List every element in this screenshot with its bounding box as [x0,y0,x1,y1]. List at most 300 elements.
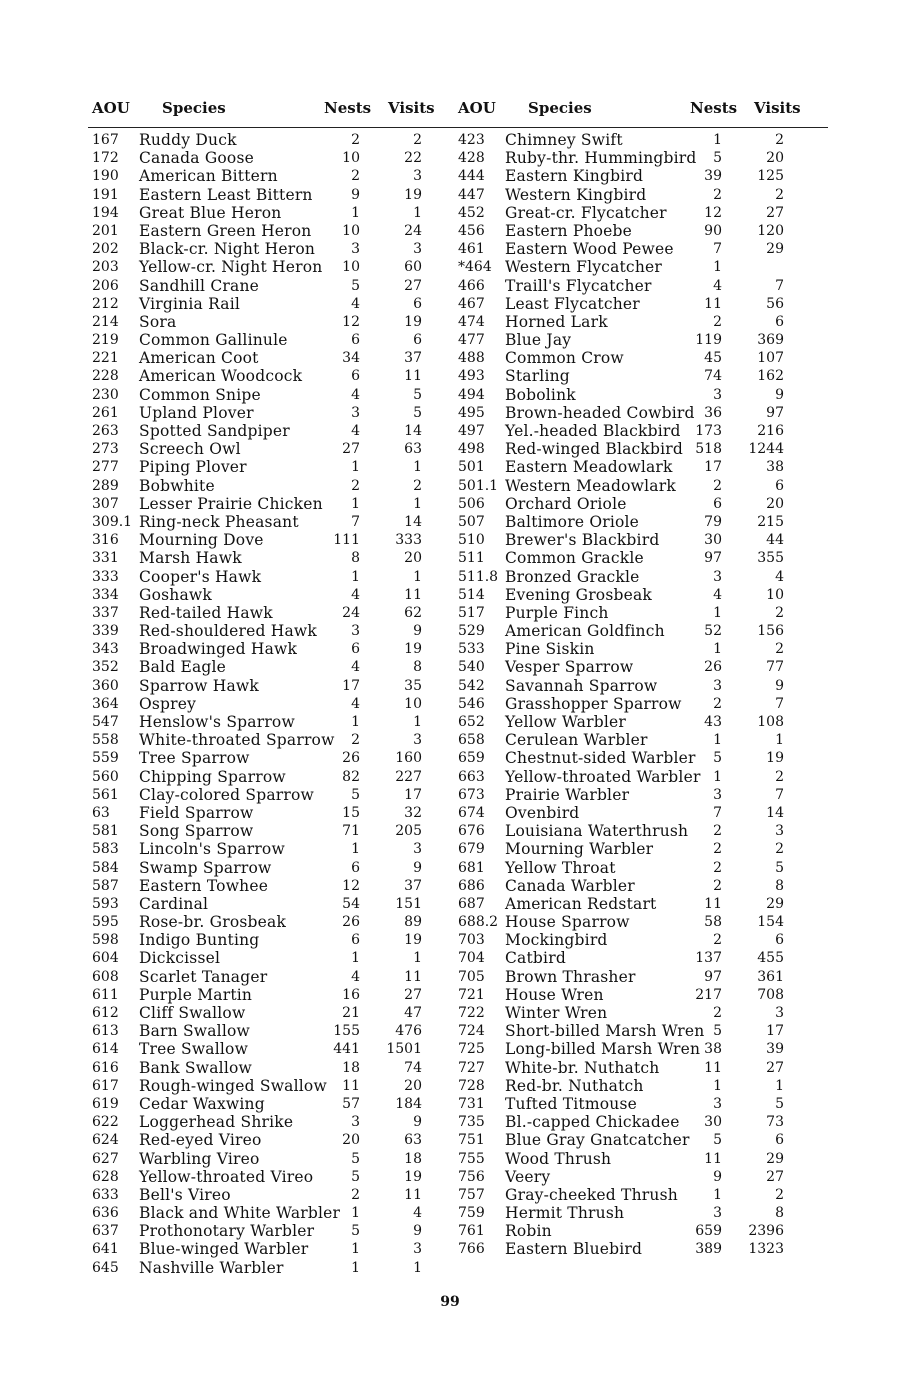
cell-aou: 704 [458,950,485,967]
table-row [458,713,798,731]
cell-aou: 584 [92,859,119,876]
cell-species: Swamp Sparrow [139,858,272,877]
cell-species: Eastern Kingbird [505,167,644,186]
cell-species: Dickcissel [139,949,221,968]
cell-visits: 108 [757,714,784,730]
cell-species: Ruddy Duck [139,131,237,149]
table-row [458,913,798,931]
table-row [92,713,432,731]
cell-visits: 27 [404,277,422,294]
cell-visits: 9 [413,623,422,640]
table-row [458,477,798,495]
cell-aou: 202 [92,241,119,258]
cell-nests: 15 [342,804,360,821]
cell-aou: 757 [458,1186,485,1203]
cell-species: Mourning Dove [139,531,264,550]
cell-nests: 3 [713,1205,722,1222]
cell-species: Cliff Swallow [139,1004,246,1022]
cell-aou: 641 [92,1241,119,1258]
cell-visits: 14 [404,423,422,439]
table-row [458,586,798,604]
cell-nests: 1 [351,459,360,476]
cell-aou: 676 [458,823,485,840]
cell-nests: 9 [351,186,360,203]
cell-aou: 172 [92,150,119,167]
table-row [458,313,798,331]
table-row [458,404,798,422]
cell-species: Brown-headed Cowbird [505,403,695,422]
cell-species: American Redstart [505,894,657,913]
table-row [458,1150,798,1168]
cell-nests: 71 [342,823,360,840]
cell-species: Screech Owl [139,440,241,459]
cell-nests: 2 [351,132,360,148]
table-row [92,1186,432,1204]
table-row [92,931,432,949]
cell-visits: 9 [775,677,784,694]
cell-aou: 721 [458,986,485,1003]
cell-aou: 510 [458,532,485,549]
table-row [92,658,432,676]
cell-species: House Wren [505,985,604,1004]
cell-species: Eastern Least Bittern [139,185,313,204]
cell-species: Yel.-headed Blackbird [505,422,681,440]
table-row [458,1186,798,1204]
table-row [92,458,432,476]
cell-nests: 2 [713,695,722,712]
cell-nests: 1 [351,1259,360,1276]
cell-species: Cerulean Warbler [505,731,648,750]
cell-nests: 39 [704,168,722,185]
table-row [458,1059,798,1077]
cell-visits: 39 [766,1041,784,1058]
cell-aou: 230 [92,386,119,403]
table-row [458,258,798,276]
cell-species: Robin [505,1222,552,1241]
cell-nests: 5 [713,750,722,767]
cell-nests: 2 [351,477,360,494]
cell-species: Great Blue Heron [139,203,282,222]
cell-nests: 12 [704,204,722,221]
table-row [92,1077,432,1095]
cell-visits: 3 [413,241,422,258]
cell-nests: 2 [713,841,722,858]
cell-aou: 529 [458,623,485,640]
cell-visits: 5 [413,404,422,421]
cell-aou: 587 [92,877,119,894]
cell-species: Ring-neck Pheasant [139,512,299,531]
cell-nests: 21 [342,1005,360,1021]
cell-nests: 30 [704,1114,722,1131]
cell-nests: 173 [695,423,722,439]
cell-species: Chestnut-sided Warbler [505,749,696,768]
cell-nests: 6 [351,368,360,385]
cell-nests: 1 [351,495,360,512]
table-row [458,422,798,440]
cell-visits: 151 [395,895,422,912]
cell-aou: 659 [458,750,485,767]
cell-species: Tree Swallow [139,1040,249,1059]
page-number: 99 [440,1294,460,1310]
cell-aou: 63 [92,804,110,821]
cell-nests: 4 [351,386,360,403]
cell-visits: 29 [766,241,784,258]
table-row [458,1077,798,1095]
cell-nests: 7 [713,804,722,821]
cell-visits: 19 [404,1168,422,1185]
cell-nests: 2 [713,823,722,840]
cell-species: Clay-colored Sparrow [139,785,314,804]
cell-nests: 52 [704,623,722,640]
cell-visits: 184 [395,1095,422,1112]
cell-aou: 461 [458,241,485,258]
table-row [458,386,798,404]
cell-aou: 506 [458,495,485,512]
cell-nests: 4 [351,695,360,712]
table-row [92,768,432,786]
cell-nests: 3 [713,1095,722,1112]
cell-species: Loggerhead Shrike [139,1113,294,1132]
cell-species: Black and White Warbler [139,1204,341,1223]
cell-nests: 1 [351,1241,360,1258]
table-row [458,731,798,749]
cell-aou: 474 [458,313,485,330]
table-row [92,1204,432,1222]
cell-species: American Goldfinch [505,622,665,641]
cell-visits: 20 [766,150,784,167]
table-row [458,677,798,695]
cell-aou: 517 [458,604,485,621]
table-row [458,1040,798,1058]
cell-nests: 3 [713,568,722,585]
cell-nests: 11 [704,1059,722,1076]
cell-aou: 444 [458,168,485,185]
cell-nests: 79 [704,513,722,530]
cell-aou: 613 [92,1023,119,1040]
table-row [458,768,798,786]
cell-nests: 43 [704,714,722,730]
cell-aou: 722 [458,1005,485,1021]
cell-species: Eastern Green Heron [139,221,312,240]
cell-species: Tufted Titmouse [505,1094,637,1113]
cell-visits: 35 [404,677,422,694]
table-row [458,859,798,877]
cell-aou: 636 [92,1205,119,1222]
cell-species: Eastern Bluebird [505,1240,643,1259]
cell-species: Eastern Phoebe [505,221,633,240]
cell-species: Great-cr. Flycatcher [505,203,667,222]
cell-visits: 14 [404,513,422,530]
cell-species: Bobwhite [139,476,215,495]
header-visits: Visits [388,99,435,117]
cell-species: Winter Wren [505,1004,608,1022]
cell-species: Red-winged Blackbird [505,440,684,459]
table-row [458,1168,798,1186]
cell-nests: 1 [713,768,722,785]
cell-nests: 30 [704,532,722,549]
table-row [458,513,798,531]
table-row [92,749,432,767]
cell-aou: 542 [458,677,485,694]
cell-aou: 452 [458,204,485,221]
cell-aou: 583 [92,841,119,858]
cell-aou: 352 [92,659,119,676]
cell-species: Henslow's Sparrow [139,713,295,731]
table-row [458,1222,798,1240]
cell-species: Spotted Sandpiper [139,422,290,440]
cell-species: Traill's Flycatcher [505,276,652,295]
cell-aou: 511.8 [458,568,499,585]
table-row [92,131,432,149]
cell-visits: 708 [757,986,784,1003]
cell-nests: 5 [351,1150,360,1167]
cell-nests: 1 [351,204,360,221]
cell-species: Ruby-thr. Hummingbird [505,149,697,168]
cell-aou: 190 [92,168,119,185]
cell-aou: 167 [92,132,119,148]
cell-species: Lesser Prairie Chicken [139,494,323,513]
cell-nests: 8 [351,550,360,567]
cell-aou: 673 [458,786,485,803]
cell-nests: 3 [713,677,722,694]
cell-visits: 22 [404,150,422,167]
cell-nests: 2 [713,1005,722,1021]
cell-aou: 703 [458,932,485,949]
cell-visits: 5 [775,859,784,876]
table-row [92,786,432,804]
table-row [458,786,798,804]
cell-nests: 3 [351,241,360,258]
header-species: Species [162,99,226,117]
table-row [458,295,798,313]
cell-nests: 10 [342,222,360,239]
cell-aou: 652 [458,714,485,730]
table-row [92,1113,432,1131]
cell-nests: 137 [695,950,722,967]
cell-aou: 624 [92,1132,119,1149]
cell-visits: 1323 [748,1241,784,1258]
cell-visits: 2 [775,641,784,658]
cell-visits: 205 [395,823,422,840]
cell-species: Wood Thrush [505,1149,612,1168]
table-row [92,568,432,586]
table-row [92,531,432,549]
table-row [458,931,798,949]
header-nests: Nests [324,99,372,117]
cell-visits: 107 [757,350,784,367]
table-row [458,895,798,913]
cell-species: Catbird [505,949,566,968]
cell-species: Scarlet Tanager [139,967,268,986]
cell-visits: 1 [413,1259,422,1276]
table-row [92,204,432,222]
cell-visits: 3 [775,1005,784,1021]
cell-aou: 273 [92,441,119,458]
table-row [458,604,798,622]
cell-aou: 214 [92,313,119,330]
cell-visits: 2396 [748,1223,784,1240]
table-row [92,1259,432,1277]
cell-species: Short-billed Marsh Wren [505,1022,705,1041]
cell-species: Least Flycatcher [505,294,640,313]
cell-aou: 428 [458,150,485,167]
cell-visits: 216 [757,423,784,439]
cell-nests: 45 [704,350,722,367]
cell-aou: *464 [458,259,492,276]
cell-species: Savannah Sparrow [505,676,658,695]
cell-aou: 614 [92,1041,119,1058]
cell-visits: 2 [413,477,422,494]
table-row [92,913,432,931]
cell-nests: 1 [351,841,360,858]
cell-visits: 44 [766,532,784,549]
table-row [458,986,798,1004]
cell-species: Common Snipe [139,385,261,404]
header-aou: AOU [458,99,496,117]
cell-visits: 1 [413,495,422,512]
cell-species: Warbling Vireo [139,1149,260,1168]
cell-aou: 334 [92,586,119,603]
cell-aou: 316 [92,532,119,549]
cell-species: Purple Martin [139,985,253,1004]
cell-aou: 467 [458,295,485,312]
cell-visits: 17 [404,786,422,803]
cell-species: Osprey [139,694,197,713]
cell-aou: 688.2 [458,914,499,931]
cell-visits: 1 [775,732,784,749]
cell-visits: 227 [395,768,422,785]
cell-nests: 10 [342,150,360,167]
cell-nests: 26 [704,659,722,676]
cell-aou: 558 [92,732,119,749]
cell-aou: 725 [458,1041,485,1058]
table-row [458,568,798,586]
cell-species: Indigo Bunting [139,931,260,950]
cell-aou: 337 [92,604,119,621]
table-row [458,331,798,349]
cell-visits: 3 [413,168,422,185]
cell-aou: 705 [458,968,485,985]
cell-species: Horned Lark [505,312,608,331]
cell-aou: 203 [92,259,119,276]
cell-species: Marsh Hawk [139,549,242,568]
cell-nests: 441 [333,1041,360,1058]
cell-nests: 1 [351,1205,360,1222]
cell-species: Chimney Swift [505,131,623,149]
table-row [92,822,432,840]
cell-nests: 20 [342,1132,360,1149]
cell-visits: 1 [413,950,422,967]
cell-visits: 7 [775,695,784,712]
cell-aou: 608 [92,968,119,985]
cell-aou: 477 [458,332,485,349]
table-row [458,440,798,458]
cell-aou: 228 [92,368,119,385]
cell-visits: 6 [775,932,784,949]
cell-aou: 507 [458,513,485,530]
cell-aou: 514 [458,586,485,603]
cell-visits: 2 [775,768,784,785]
cell-species: Mourning Warbler [505,840,654,859]
cell-aou: 194 [92,204,119,221]
cell-aou: 447 [458,186,485,203]
cell-visits: 27 [404,986,422,1003]
header-visits: Visits [754,99,801,117]
cell-visits: 455 [757,950,784,967]
cell-visits: 20 [404,550,422,567]
cell-aou: 289 [92,477,119,494]
cell-visits: 476 [395,1023,422,1040]
cell-visits: 5 [775,1095,784,1112]
cell-nests: 4 [351,423,360,439]
cell-nests: 74 [704,368,722,385]
cell-nests: 34 [342,350,360,367]
cell-aou: 766 [458,1241,485,1258]
cell-nests: 12 [342,313,360,330]
cell-species: Red-eyed Vireo [139,1131,262,1150]
table-row [92,968,432,986]
table-row [92,622,432,640]
header-aou: AOU [92,99,130,117]
cell-visits: 6 [775,313,784,330]
cell-visits: 3 [413,841,422,858]
table-row [92,277,432,295]
table-row [92,1022,432,1040]
cell-visits: 19 [766,750,784,767]
cell-visits: 9 [413,859,422,876]
cell-visits: 2 [775,841,784,858]
cell-visits: 1 [413,714,422,730]
cell-species: White-throated Sparrow [139,731,335,750]
cell-aou: 735 [458,1114,485,1131]
cell-species: Black-cr. Night Heron [139,240,316,259]
table-row [458,640,798,658]
cell-nests: 4 [713,277,722,294]
cell-aou: 533 [458,641,485,658]
cell-species: Mockingbird [505,931,608,950]
table-row [92,1095,432,1113]
cell-species: Louisiana Waterthrush [505,822,689,841]
cell-visits: 8 [413,659,422,676]
cell-visits: 20 [404,1077,422,1094]
table-row [92,1004,432,1022]
table-row [458,458,798,476]
table-row [92,440,432,458]
cell-nests: 6 [713,495,722,512]
cell-nests: 7 [351,513,360,530]
table-row [458,622,798,640]
right-table-header [458,99,828,119]
cell-species: Rose-br. Grosbeak [139,913,287,932]
cell-nests: 1 [713,1077,722,1094]
cell-visits: 1501 [386,1041,422,1058]
table-row [458,495,798,513]
cell-nests: 111 [333,532,360,549]
cell-aou: 511 [458,550,485,567]
cell-species: Field Sparrow [139,803,254,822]
cell-aou: 581 [92,823,119,840]
cell-visits: 17 [766,1023,784,1040]
cell-visits: 73 [766,1114,784,1131]
cell-nests: 12 [342,877,360,894]
cell-nests: 5 [713,1023,722,1040]
cell-aou: 727 [458,1059,485,1076]
cell-nests: 5 [351,786,360,803]
cell-nests: 389 [695,1241,722,1258]
cell-aou: 466 [458,277,485,294]
cell-nests: 5 [713,1132,722,1149]
cell-aou: 663 [458,768,485,785]
